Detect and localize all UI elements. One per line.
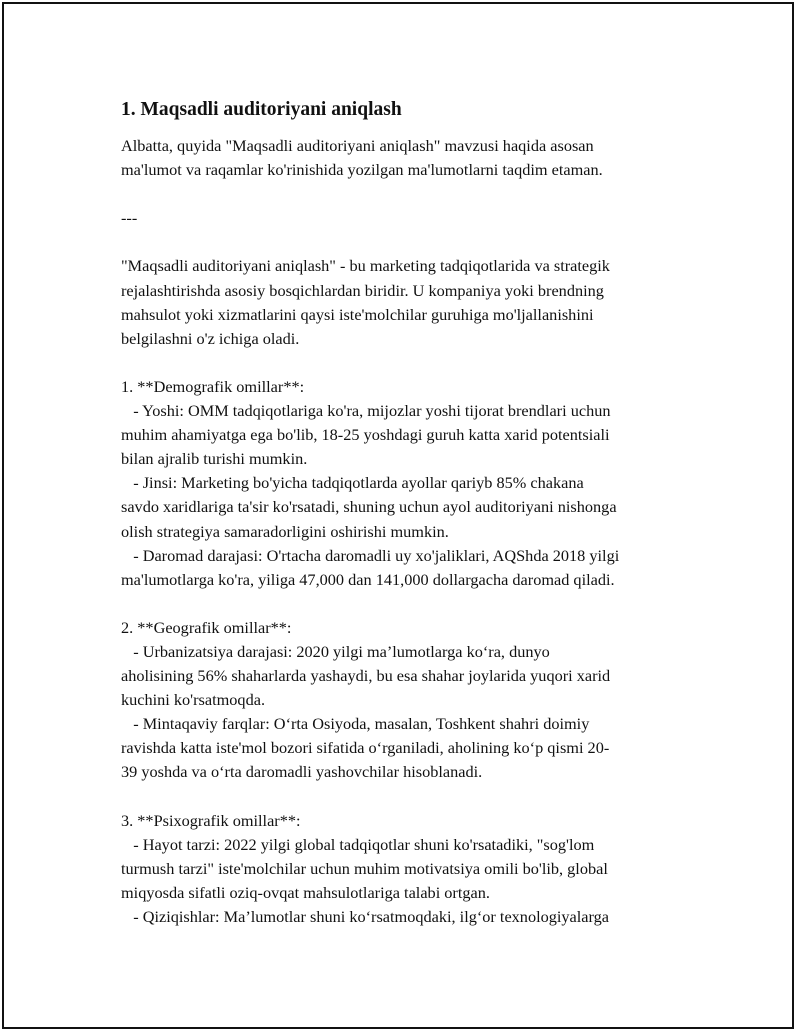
text-line: muhim ahamiyatga ega bo'lib, 18-25 yoshdagi guruh katta xarid potentsiali [121,425,610,445]
text-line: "Maqsadli auditoriyani aniqlash" - bu marketing tadqiqotlarida va strategik [121,256,610,276]
text-line: - Mintaqaviy farqlar: O‘rta Osiyoda, masalan, Toshkent shahri doimiy [121,714,590,734]
text-line: - Yoshi: OMM tadqiqotlariga ko'ra, mijozlar yoshi tijorat brendlari uchun [121,401,611,421]
text-line: ma'lumot va raqamlar ko'rinishida yozilgan ma'lumotlarni taqdim etaman. [121,160,603,180]
text-line: ravishda katta iste'mol bozori sifatida o‘rganiladi, aholining ko‘p qismi 20- [121,738,610,758]
page-frame [2,2,794,1029]
text-line: - Daromad darajasi: O'rtacha daromadli uy xo'jaliklari, AQShda 2018 yilgi [121,545,620,565]
text-line: - Jinsi: Marketing bo'yicha tadqiqotlarda ayollar qariyb 85% chakana [121,473,584,493]
blank-line [121,785,696,809]
text-line: - Hayot tarzi: 2022 yilgi global tadqiqotlar shuni ko'rsatadiki, "sog'lom [121,834,595,854]
blank-line [121,351,696,375]
text-line: - Qiziqishlar: Ma’lumotlar shuni ko‘rsatmoqdaki, ilg‘or texnologiyalarga [121,907,610,926]
text-line: 3. **Psixografik omillar**: [121,810,301,830]
text-line: --- [121,208,138,228]
text-line: belgilashni o'z ichiga oladi. [121,328,300,348]
blank-line [121,592,696,616]
blank-line [121,230,696,254]
document-text [121,134,696,929]
document-body [121,97,696,929]
document-title: 1. Maqsadli auditoriyani aniqlash [121,99,402,120]
text-line: miqyosda sifatli oziq-ovqat mahsulotlariga talabi ortgan. [121,882,490,902]
text-line: Albatta, quyida "Maqsadli auditoriyani aniqlash" mavzusi haqida asosan [121,136,594,155]
text-line: - Urbanizatsiya darajasi: 2020 yilgi ma’lumotlarga ko‘ra, dunyo [121,641,550,661]
text-line: 1. **Demografik omillar**: [121,376,305,396]
text-line: olish strategiya samaradorligini oshirishi mumkin. [121,521,449,541]
text-line: rejalashtirishda asosiy bosqichlardan biridir. U kompaniya yoki brendning [121,280,604,300]
text-line: turmush tarzi" iste'molchilar uchun muhim motivatsiya omili bo'lib, global [121,858,608,878]
text-line: savdo xaridlariga ta'sir ko'rsatadi, shuning uchun ayol auditoriyani nishonga [121,497,617,517]
blank-line [121,182,696,206]
text-line: 2. **Geografik omillar**: [121,617,292,637]
text-line: mahsulot yoki xizmatlarini qaysi iste'molchilar guruhiga mo'ljallanishini [121,304,594,324]
text-line: 39 yoshda va o‘rta daromadli yashovchilar hisoblanadi. [121,762,483,782]
text-line: ma'lumotlarga ko'ra, yiliga 47,000 dan 141,000 dollargacha daromad qiladi. [121,569,615,589]
text-line: kuchini ko'rsatmoqda. [121,690,266,710]
text-line: bilan ajralib turishi mumkin. [121,449,308,469]
text-line: aholisining 56% shaharlarda yashaydi, bu esa shahar joylarida yuqori xarid [121,666,611,686]
